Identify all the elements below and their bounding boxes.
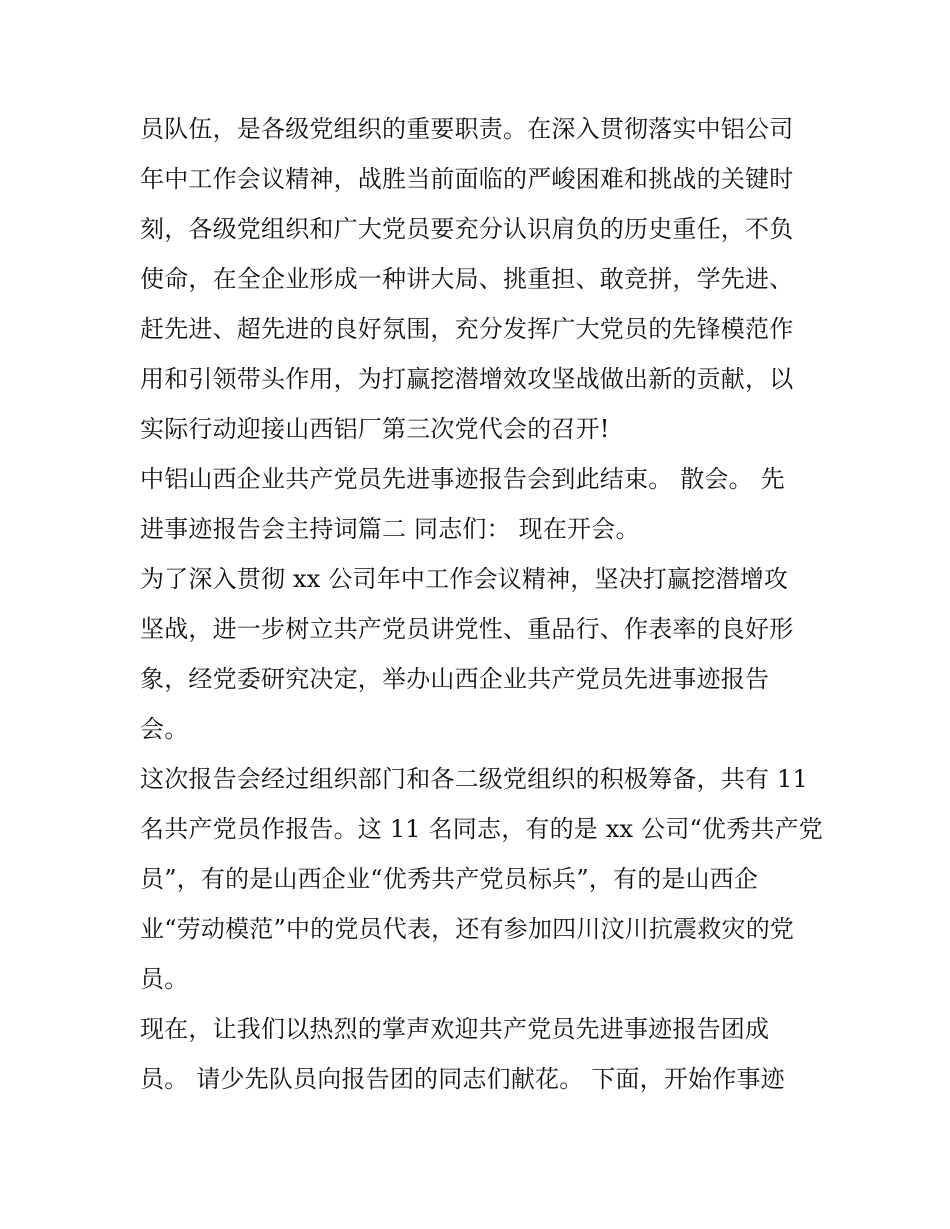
text-line: 这次报告会经过组织部门和各二级党组织的积极筹备，共有 11 (140, 765, 808, 793)
text-line: 员”，有的是山西企业“优秀共产党员标兵”，有的是山西企 (140, 865, 759, 893)
text-line: 刻，各级党组织和广大党员要充分认识肩负的历史重任，不负 (140, 215, 794, 243)
text-line: 赶先进、超先进的良好氛围，充分发挥广大党员的先锋模范作 (140, 315, 794, 343)
text-line: 使命，在全企业形成一种讲大局、挑重担、敢竞拼，学先进、 (140, 265, 794, 293)
text-line: 名共产党员作报告。这 11 名同志，有的是 xx 公司“优秀共产党 (140, 815, 823, 843)
text-line: 业“劳动模范”中的党员代表，还有参加四川汶川抗震救灾的党 (140, 915, 795, 943)
body-text (140, 104, 823, 1104)
text-line: 进事迹报告会主持词篇二 同志们： 现在开会。 (140, 515, 640, 543)
text-line: 为了深入贯彻 xx 公司年中工作会议精神，坚决打赢挖潜增攻 (140, 565, 789, 593)
text-line: 员队伍，是各级党组织的重要职责。在深入贯彻落实中铝公司 (140, 115, 794, 143)
text-line: 中铝山西企业共产党员先进事迹报告会到此结束。 散会。 先 (140, 465, 785, 493)
text-line: 员。 (140, 965, 189, 993)
text-line: 会。 (140, 715, 189, 743)
text-line: 员。 请少先队员向报告团的同志们献花。 下面，开始作事迹 (140, 1065, 785, 1093)
text-line: 年中工作会议精神，战胜当前面临的严峻困难和挑战的关键时 (140, 165, 794, 193)
text-line: 现在，让我们以热烈的掌声欢迎共产党员先进事迹报告团成 (140, 1015, 770, 1043)
text-line: 象，经党委研究决定，举办山西企业共产党员先进事迹报告 (140, 665, 770, 693)
text-line: 坚战，进一步树立共产党员讲党性、重品行、作表率的良好形 (140, 615, 794, 643)
text-line: 用和引领带头作用，为打赢挖潜增效攻坚战做出新的贡献，以 (140, 365, 794, 393)
text-line: 实际行动迎接山西铝厂第三次党代会的召开! (140, 415, 610, 443)
